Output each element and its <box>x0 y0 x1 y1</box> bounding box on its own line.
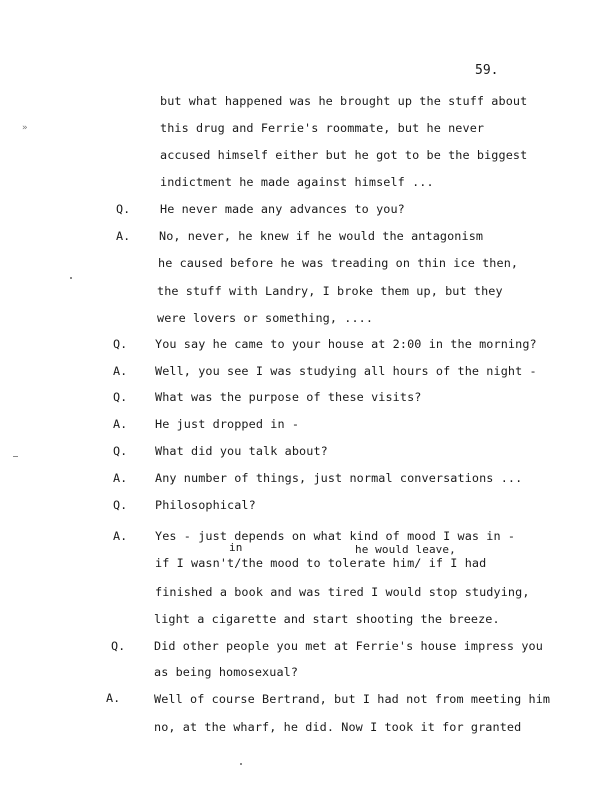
speaker-q: Q. <box>116 202 131 216</box>
insertion-leave: he would leave, <box>355 543 456 556</box>
speaker-a: A. <box>106 691 121 705</box>
text-line: Well of course Bertrand, but I had not from meeting him <box>154 692 551 706</box>
text-line: finished a book and was tired I would stop studying, <box>155 585 530 599</box>
speaker-q: Q. <box>111 639 126 653</box>
speaker-a: A. <box>116 229 131 243</box>
margin-mark: » <box>22 123 28 133</box>
margin-tick <box>70 277 72 279</box>
margin-tick <box>240 763 242 765</box>
speaker-q: Q. <box>113 498 128 512</box>
text-line: as being homosexual? <box>154 665 299 679</box>
text-line: No, never, he knew if he would the antagonism <box>159 229 484 243</box>
text-line: but what happened was he brought up the stuff about <box>160 94 528 108</box>
text-line: What was the purpose of these visits? <box>155 390 422 404</box>
text-line: no, at the wharf, he did. Now I took it for granted <box>154 720 522 734</box>
text-line: indictment he made against himself ... <box>160 175 434 189</box>
text-line: Any number of things, just normal conversations ... <box>155 471 523 485</box>
text-line: He never made any advances to you? <box>160 202 405 216</box>
text-line: Yes - just depends on what kind of mood I was in - <box>155 529 516 543</box>
insertion-in: in <box>229 541 243 554</box>
speaker-q: Q. <box>113 444 128 458</box>
speaker-q: Q. <box>113 337 128 351</box>
margin-tick <box>13 456 18 457</box>
text-line: he caused before he was treading on thin ice then, <box>158 256 519 270</box>
text-line: Did other people you met at Ferrie's house impress you <box>154 639 543 653</box>
text-line: He just dropped in - <box>155 417 300 431</box>
text-line: You say he came to your house at 2:00 in the morning? <box>155 337 537 351</box>
speaker-q: Q. <box>113 390 128 404</box>
text-line: accused himself either but he got to be the biggest <box>160 148 528 162</box>
text-line: Well, you see I was studying all hours of the night - <box>155 364 537 378</box>
speaker-a: A. <box>113 529 128 543</box>
text-line: this drug and Ferrie's roommate, but he never <box>160 121 485 135</box>
speaker-a: A. <box>113 417 128 431</box>
text-line: if I wasn't/the mood to tolerate him/ if I had <box>155 556 487 570</box>
text-line: What did you talk about? <box>155 444 328 458</box>
text-line: were lovers or something, .... <box>157 311 374 325</box>
text-line: light a cigarette and start shooting the breeze. <box>154 612 500 626</box>
speaker-a: A. <box>113 364 128 378</box>
text-line: the stuff with Landry, I broke them up, but they <box>157 284 503 298</box>
text-line: Philosophical? <box>155 498 256 512</box>
page-number: 59. <box>475 63 499 78</box>
speaker-a: A. <box>113 471 128 485</box>
